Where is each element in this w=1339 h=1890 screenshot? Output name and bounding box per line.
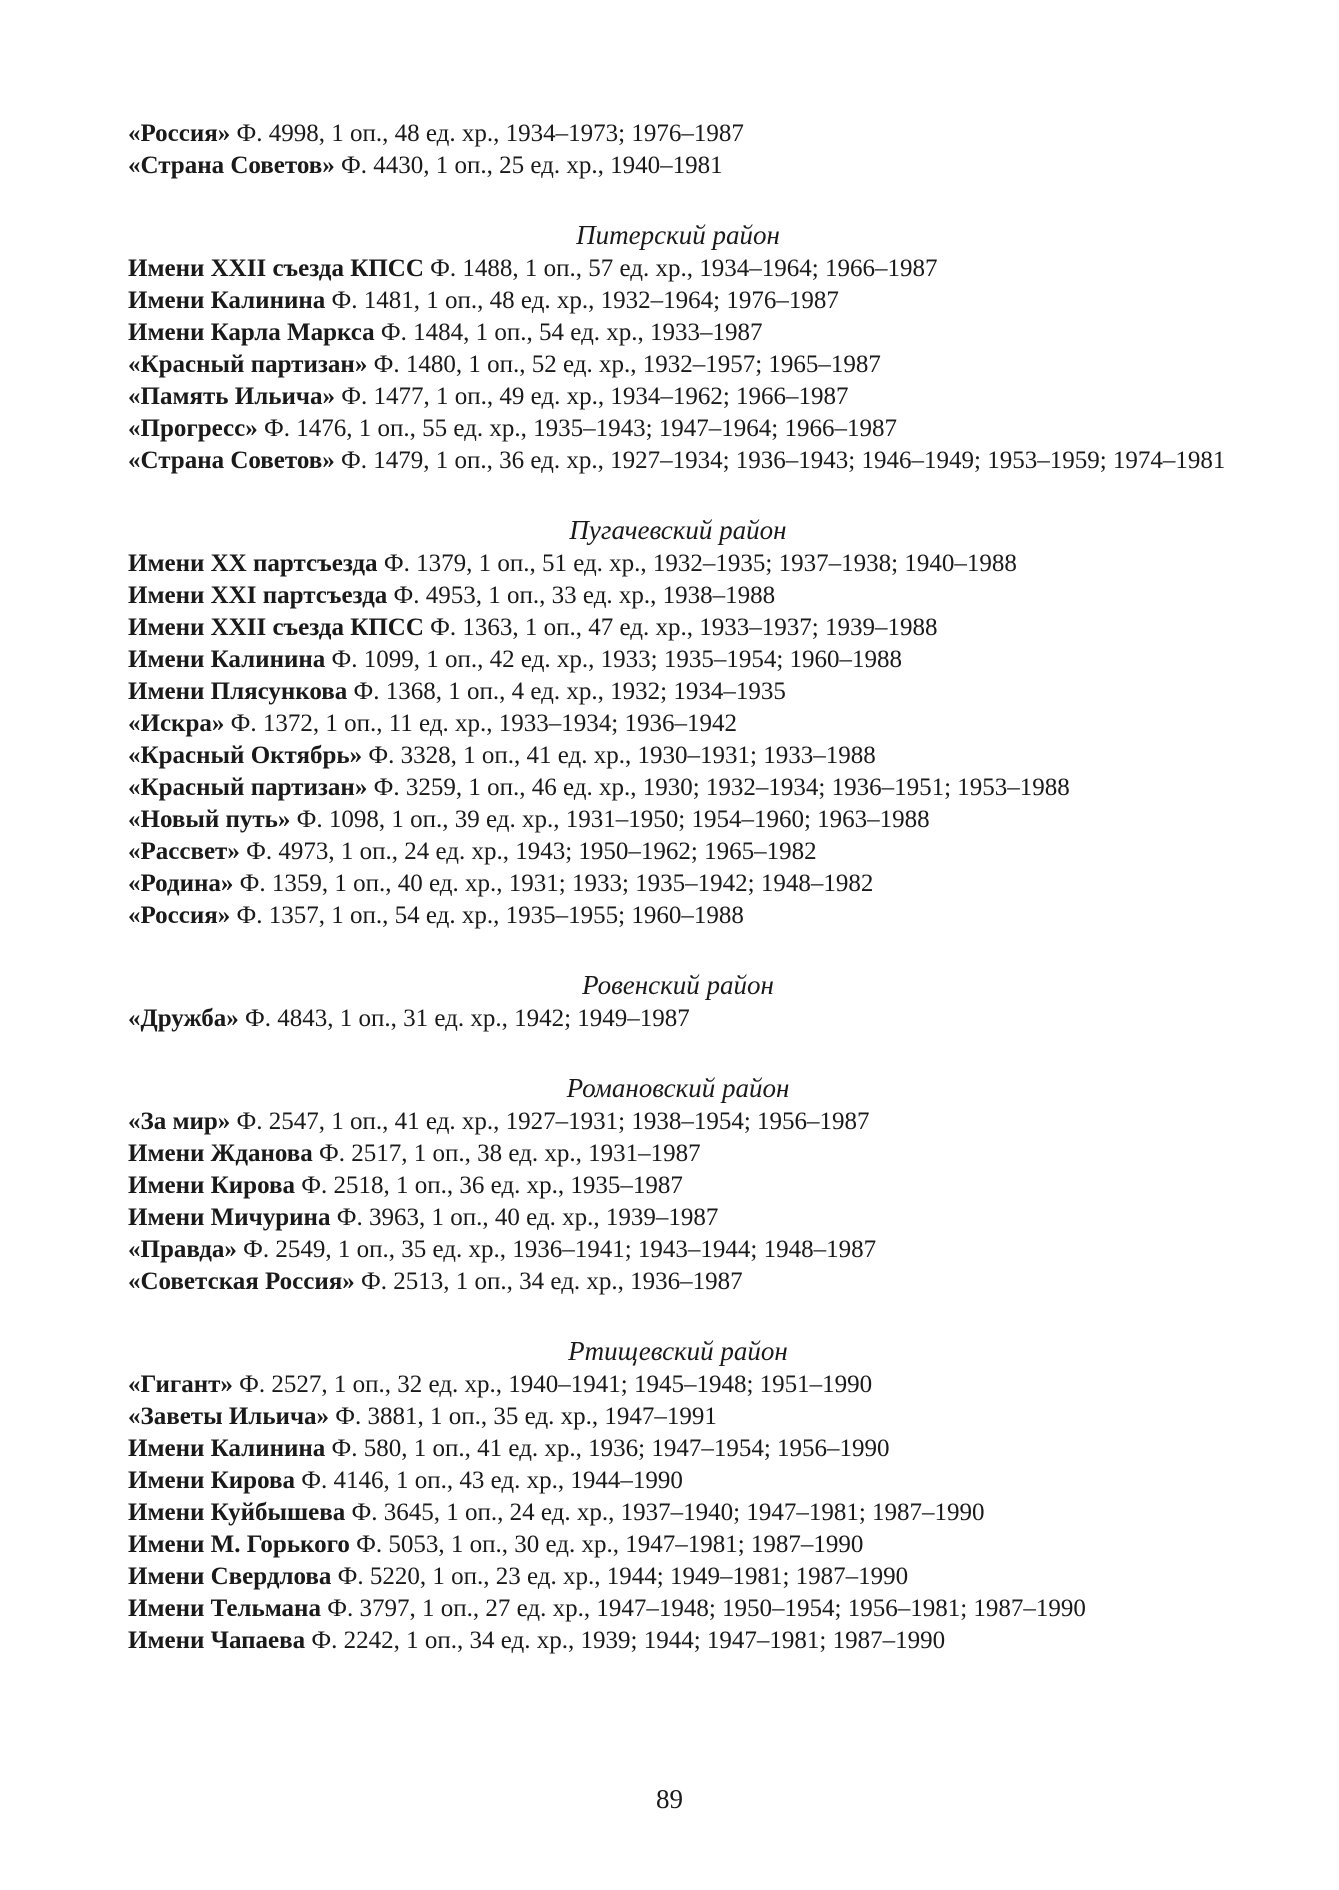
entry-details: Ф. 2549, 1 оп., 35 ед. хр., 1936–1941; 1943–1944; 1948–1987 xyxy=(243,1236,877,1263)
entry-name: Имени Кирова xyxy=(128,1467,295,1494)
entry-name: «Гигант» xyxy=(128,1371,233,1398)
section-pugachevskiy xyxy=(128,514,1228,932)
list-item xyxy=(128,612,1228,644)
top-entries xyxy=(128,118,1228,182)
list-item xyxy=(128,1401,1228,1433)
list-item xyxy=(128,1138,1228,1170)
entry-details: Ф. 1098, 1 оп., 39 ед. хр., 1931–1950; 1954–1960; 1963–1988 xyxy=(296,806,930,833)
entry-name: «Россия» xyxy=(128,120,231,147)
list-item xyxy=(128,1170,1228,1202)
entry-name: «Прогресс» xyxy=(128,415,258,442)
entry-details: Ф. 580, 1 оп., 41 ед. хр., 1936; 1947–1954; 1956–1990 xyxy=(331,1435,890,1462)
list-item xyxy=(128,445,1228,477)
entry-details: Ф. 1359, 1 оп., 40 ед. хр., 1931; 1933; 1935–1942; 1948–1982 xyxy=(239,870,874,897)
entry-details: Ф. 4998, 1 оп., 48 ед. хр., 1934–1973; 1976–1987 xyxy=(236,120,744,147)
entry-name: «Родина» xyxy=(128,870,234,897)
list-item xyxy=(128,1561,1228,1593)
list-item xyxy=(128,836,1228,868)
list-item xyxy=(128,1529,1228,1561)
entry-name: «Страна Советов» xyxy=(128,447,335,474)
entry-details: Ф. 3797, 1 оп., 27 ед. хр., 1947–1948; 1950–1954; 1956–1981; 1987–1990 xyxy=(327,1595,1086,1622)
entry-details: Ф. 1488, 1 оп., 57 ед. хр., 1934–1964; 1966–1987 xyxy=(430,255,938,282)
list-item xyxy=(128,580,1228,612)
entry-name: Имени Калинина xyxy=(128,646,326,673)
entry-details: Ф. 5220, 1 оп., 23 ед. хр., 1944; 1949–1981; 1987–1990 xyxy=(337,1563,909,1590)
entry-details: Ф. 1099, 1 оп., 42 ед. хр., 1933; 1935–1954; 1960–1988 xyxy=(331,646,903,673)
section-heading: Романовский район xyxy=(566,1073,790,1103)
list-item xyxy=(128,644,1228,676)
entry-details: Ф. 1368, 1 оп., 4 ед. хр., 1932; 1934–1935 xyxy=(353,678,786,705)
list-item xyxy=(128,740,1228,772)
entry-name: «Россия» xyxy=(128,902,231,929)
entry-name: «Заветы Ильича» xyxy=(128,1403,330,1430)
list-item xyxy=(128,150,1228,182)
list-item xyxy=(128,381,1228,413)
entry-details: Ф. 2518, 1 оп., 36 ед. хр., 1935–1987 xyxy=(301,1172,683,1199)
entry-details: Ф. 2242, 1 оп., 34 ед. хр., 1939; 1944; 1947–1981; 1987–1990 xyxy=(311,1627,946,1654)
entry-name: Имени XXII съезда КПСС xyxy=(128,255,424,282)
entry-name: «Рассвет» xyxy=(128,838,240,865)
entry-name: Имени Плясункова xyxy=(128,678,348,705)
entry-details: Ф. 2547, 1 оп., 41 ед. хр., 1927–1931; 1938–1954; 1956–1987 xyxy=(236,1108,870,1135)
entry-details: Ф. 4146, 1 оп., 43 ед. хр., 1944–1990 xyxy=(301,1467,683,1494)
entry-details: Ф. 4430, 1 оп., 25 ед. хр., 1940–1981 xyxy=(340,152,723,179)
list-item xyxy=(128,548,1228,580)
entry-name: Имени Карла Маркса xyxy=(128,319,375,346)
entry-details: Ф. 3963, 1 оп., 40 ед. хр., 1939–1987 xyxy=(336,1204,719,1231)
entry-name: Имени Жданова xyxy=(128,1140,313,1167)
entry-details: Ф. 1363, 1 оп., 47 ед. хр., 1933–1937; 1939–1988 xyxy=(430,614,938,641)
entry-details: Ф. 3645, 1 оп., 24 ед. хр., 1937–1940; 1947–1981; 1987–1990 xyxy=(351,1499,985,1526)
entry-name: Имени Тельмана xyxy=(128,1595,321,1622)
entry-details: Ф. 1484, 1 оп., 54 ед. хр., 1933–1987 xyxy=(380,319,763,346)
entry-name: «Красный партизан» xyxy=(128,774,368,801)
entry-name: «Советская Россия» xyxy=(128,1268,355,1295)
entry-details: Ф. 1479, 1 оп., 36 ед. хр., 1927–1934; 1936–1943; 1946–1949; 1953–1959; 1974–1981 xyxy=(340,447,1226,474)
entry-name: Имени Куйбышева xyxy=(128,1499,346,1526)
section-romanovskiy xyxy=(128,1072,1228,1298)
entry-details: Ф. 2513, 1 оп., 34 ед. хр., 1936–1987 xyxy=(361,1268,743,1295)
entry-details: Ф. 5053, 1 оп., 30 ед. хр., 1947–1981; 1987–1990 xyxy=(356,1531,864,1558)
entry-details: Ф. 1357, 1 оп., 54 ед. хр., 1935–1955; 1960–1988 xyxy=(236,902,744,929)
section-rtishchevskiy xyxy=(128,1335,1228,1657)
entry-name: «Правда» xyxy=(128,1236,237,1263)
page-number: 89 xyxy=(656,1784,683,1814)
section-heading: Питерский район xyxy=(576,220,780,250)
list-item xyxy=(128,317,1228,349)
entry-name: Имени Свердлова xyxy=(128,1563,332,1590)
list-item xyxy=(128,1465,1228,1497)
entry-name: Имени М. Горького xyxy=(128,1531,350,1558)
list-item xyxy=(128,804,1228,836)
entry-details: Ф. 2527, 1 оп., 32 ед. хр., 1940–1941; 1945–1948; 1951–1990 xyxy=(239,1371,873,1398)
entry-name: Имени Калинина xyxy=(128,1435,326,1462)
list-item xyxy=(128,1625,1228,1657)
section-heading: Ртищевский район xyxy=(568,1336,788,1366)
list-item xyxy=(128,413,1228,445)
entry-name: Имени Мичурина xyxy=(128,1204,331,1231)
entry-details: Ф. 2517, 1 оп., 38 ед. хр., 1931–1987 xyxy=(319,1140,701,1167)
list-item xyxy=(128,1593,1228,1625)
entry-name: «Страна Советов» xyxy=(128,152,335,179)
entry-details: Ф. 1477, 1 оп., 49 ед. хр., 1934–1962; 1966–1987 xyxy=(341,383,849,410)
list-item xyxy=(128,1497,1228,1529)
list-item xyxy=(128,1106,1228,1138)
entry-details: Ф. 4953, 1 оп., 33 ед. хр., 1938–1988 xyxy=(393,582,776,609)
entry-details: Ф. 1480, 1 оп., 52 ед. хр., 1932–1957; 1965–1987 xyxy=(373,351,881,378)
list-item xyxy=(128,772,1228,804)
entry-name: Имени Кирова xyxy=(128,1172,295,1199)
section-rovenskiy xyxy=(128,969,1228,1035)
entry-name: «Дружба» xyxy=(128,1005,239,1032)
entry-details: Ф. 1481, 1 оп., 48 ед. хр., 1932–1964; 1976–1987 xyxy=(331,287,839,314)
entry-name: Имени Калинина xyxy=(128,287,326,314)
entry-name: Имени Чапаева xyxy=(128,1627,306,1654)
entry-name: «За мир» xyxy=(128,1108,231,1135)
list-item xyxy=(128,1266,1228,1298)
list-item xyxy=(128,708,1228,740)
entry-name: Имени XXII съезда КПСС xyxy=(128,614,424,641)
section-heading: Пугачевский район xyxy=(569,515,787,545)
entry-details: Ф. 3259, 1 оп., 46 ед. хр., 1930; 1932–1934; 1936–1951; 1953–1988 xyxy=(373,774,1070,801)
entry-details: Ф. 1379, 1 оп., 51 ед. хр., 1932–1935; 1937–1938; 1940–1988 xyxy=(383,550,1017,577)
entry-name: «Память Ильича» xyxy=(128,383,335,410)
entry-details: Ф. 3328, 1 оп., 41 ед. хр., 1930–1931; 1933–1988 xyxy=(368,742,876,769)
entry-name: Имени XX партсъезда xyxy=(128,550,378,577)
list-item xyxy=(128,1003,1228,1035)
list-item xyxy=(128,285,1228,317)
entry-name: «Красный Октябрь» xyxy=(128,742,363,769)
list-item xyxy=(128,1234,1228,1266)
list-item xyxy=(128,118,1228,150)
list-item xyxy=(128,900,1228,932)
list-item xyxy=(128,253,1228,285)
list-item xyxy=(128,1369,1228,1401)
entry-details: Ф. 4843, 1 оп., 31 ед. хр., 1942; 1949–1987 xyxy=(245,1005,690,1032)
list-item xyxy=(128,676,1228,708)
entry-details: Ф. 1372, 1 оп., 11 ед. хр., 1933–1934; 1936–1942 xyxy=(230,710,737,737)
entry-details: Ф. 1476, 1 оп., 55 ед. хр., 1935–1943; 1947–1964; 1966–1987 xyxy=(263,415,897,442)
list-item xyxy=(128,1202,1228,1234)
entry-name: «Красный партизан» xyxy=(128,351,368,378)
section-heading: Ровенский район xyxy=(582,970,774,1000)
entry-name: Имени XXI партсъезда xyxy=(128,582,388,609)
list-item xyxy=(128,1433,1228,1465)
section-piterskiy xyxy=(128,219,1228,477)
list-item xyxy=(128,349,1228,381)
list-item xyxy=(128,868,1228,900)
entry-details: Ф. 4973, 1 оп., 24 ед. хр., 1943; 1950–1962; 1965–1982 xyxy=(246,838,817,865)
entry-name: «Искра» xyxy=(128,710,225,737)
entry-name: «Новый путь» xyxy=(128,806,291,833)
page-content xyxy=(128,118,1228,1657)
entry-details: Ф. 3881, 1 оп., 35 ед. хр., 1947–1991 xyxy=(335,1403,717,1430)
